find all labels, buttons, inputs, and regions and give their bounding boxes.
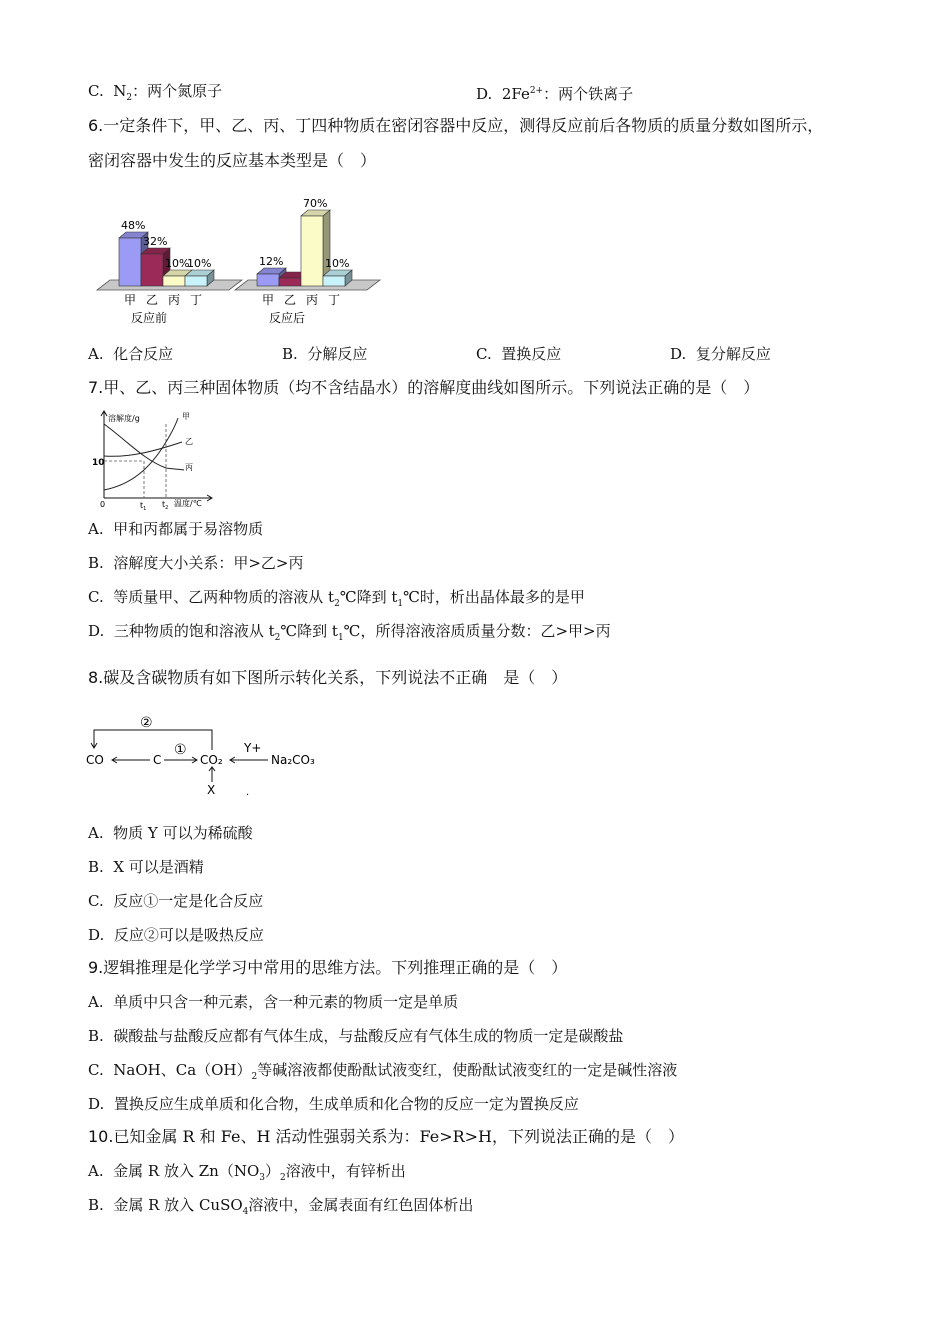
series-label-反应前: 反应前 — [131, 311, 168, 325]
q8-option-a: A. 物质 Y 可以为稀硫酸 — [88, 824, 253, 842]
bar-label-反应后-丁: 10% — [325, 257, 350, 270]
q7-option-a: A. 甲和丙都属于易溶物质 — [88, 520, 264, 538]
label-reaction-2: ② — [140, 715, 153, 731]
bar-反应前-甲 — [119, 238, 141, 286]
x-axis-label: 温度/℃ — [174, 499, 202, 508]
y-axis-label: 溶解度/g — [108, 414, 140, 423]
solubility-curve-svg — [86, 406, 218, 512]
q8-option-b: B. X 可以是酒精 — [88, 858, 204, 876]
category-label-反应后-丁: 丁 — [328, 293, 341, 307]
bar-反应前-丁 — [185, 276, 207, 286]
q9-option-c: C. NaOH、$Ca(OH)_2$等碱溶液都使酚酞试液变红，使酚酞试液变红的一定是碱性溶液 — [88, 1061, 678, 1082]
curve-yi — [104, 442, 182, 456]
bar-label-反应前-乙: 32% — [143, 235, 168, 248]
bar-label-反应后-甲: 12% — [259, 255, 284, 268]
label-na2co3: Na₂CO₃ — [271, 753, 315, 767]
y-tick-10: 10 — [92, 458, 105, 468]
q10-stem: 10.已知金属 R 和 Fe、H 活动性强弱关系为：Fe>R>H，下列说法正确的是（ ） — [88, 1127, 685, 1146]
q8-conversion-diagram — [86, 708, 336, 804]
q5-option-d: D. $2Fe^{2+}$：两个铁离子 — [476, 85, 634, 103]
q5-option-c: C. $N_2$：两个氮原子 — [88, 82, 223, 103]
bar-label-反应后-丙: 70% — [303, 197, 328, 210]
carbon-conversion-svg — [86, 708, 336, 800]
q9-option-d: D. 置换反应生成单质和化合物，生成单质和化合物的反应一定为置换反应 — [88, 1095, 579, 1113]
stray-dot: . — [246, 787, 250, 798]
q6-bar-chart — [88, 178, 398, 332]
label-x: X — [207, 783, 216, 797]
category-label-反应前-丁: 丁 — [190, 293, 203, 307]
q7-option-d: D. 三种物质的饱和溶液从 $t_2℃$降到 $t_1℃$，所得溶液溶质质量分数：乙>甲>丙 — [88, 622, 611, 643]
bar-反应后-乙 — [279, 278, 301, 286]
origin-label: 0 — [100, 500, 106, 509]
q8-stem: 8.碳及含碳物质有如下图所示转化关系，下列说法不正确 是（ ） — [88, 668, 568, 687]
label-jia: 甲 — [182, 412, 190, 421]
q9-option-b: B. 碳酸盐与盐酸反应都有气体生成，与盐酸反应有气体生成的物质一定是碳酸盐 — [88, 1027, 624, 1045]
label-y: Y+ — [244, 741, 262, 755]
q9-stem: 9.逻辑推理是化学学习中常用的思维方法。下列推理正确的是（ ） — [88, 958, 568, 977]
bar-label-反应前-丙: 10% — [165, 257, 190, 270]
bar-反应后-丁 — [323, 276, 345, 286]
q6-option-d: D. 复分解反应 — [670, 345, 771, 363]
category-label-反应后-丙: 丙 — [306, 293, 319, 307]
category-label-反应前-丙: 丙 — [168, 293, 181, 307]
label-c: C — [153, 753, 162, 767]
series-label-反应后: 反应后 — [269, 311, 306, 325]
label-bing: 丙 — [185, 463, 193, 472]
t1-label: $t_1$ — [140, 501, 147, 512]
bar-label-反应前-甲: 48% — [121, 219, 146, 232]
category-label-反应前-甲: 甲 — [124, 293, 137, 307]
label-co2: CO₂ — [200, 753, 223, 767]
q8-option-c: C. 反应①一定是化合反应 — [88, 892, 264, 910]
label-reaction-1: ① — [174, 742, 187, 758]
t2-label: $t_2$ — [162, 500, 169, 511]
q7-stem: 7.甲、乙、丙三种固体物质（均不含结晶水）的溶解度曲线如图所示。下列说法正确的是（ ） — [88, 378, 760, 397]
q9-option-a: A. 单质中只含一种元素，含一种元素的物质一定是单质 — [88, 993, 459, 1011]
q7-solubility-graph — [86, 406, 218, 516]
category-label-反应后-甲: 甲 — [262, 293, 275, 307]
q6-option-a: A. 化合反应 — [88, 345, 174, 363]
bar-反应前-丙 — [163, 276, 185, 286]
q7-option-b: B. 溶解度大小关系：甲>乙>丙 — [88, 554, 304, 572]
q6-option-b: B. 分解反应 — [282, 345, 368, 363]
q6-stem-line2: 密闭容器中发生的反应基本类型是（ ） — [88, 151, 377, 170]
category-label-反应后-乙: 乙 — [284, 293, 297, 307]
arrow-co2-to-co — [94, 730, 212, 750]
q10-option-b: B. 金属 R 放入 CuSO$_4$溶液中，金属表面有红色固体析出 — [88, 1196, 474, 1217]
bar-反应后-丙 — [301, 216, 323, 286]
bar-反应后-甲 — [257, 274, 279, 286]
label-yi: 乙 — [185, 437, 193, 446]
category-label-反应前-乙: 乙 — [146, 293, 159, 307]
bar-label-反应前-丁: 10% — [187, 257, 212, 270]
bar-反应前-乙 — [141, 254, 163, 286]
label-co: CO — [86, 753, 104, 767]
q8-option-d: D. 反应②可以是吸热反应 — [88, 926, 264, 944]
q7-option-c: C. 等质量甲、乙两种物质的溶液从 $t_2℃$降到 $t_1℃$时，析出晶体最多的是甲 — [88, 588, 585, 609]
q6-option-c: C. 置换反应 — [476, 345, 562, 363]
bar-chart-svg — [88, 178, 398, 328]
q10-option-a: A. 金属 R 放入 $Zn(NO_3)_2$溶液中，有锌析出 — [88, 1162, 406, 1183]
q6-stem: 6.一定条件下，甲、乙、丙、丁四种物质在密闭容器中反应，测得反应前后各物质的质量分数如图所示， — [88, 116, 824, 135]
